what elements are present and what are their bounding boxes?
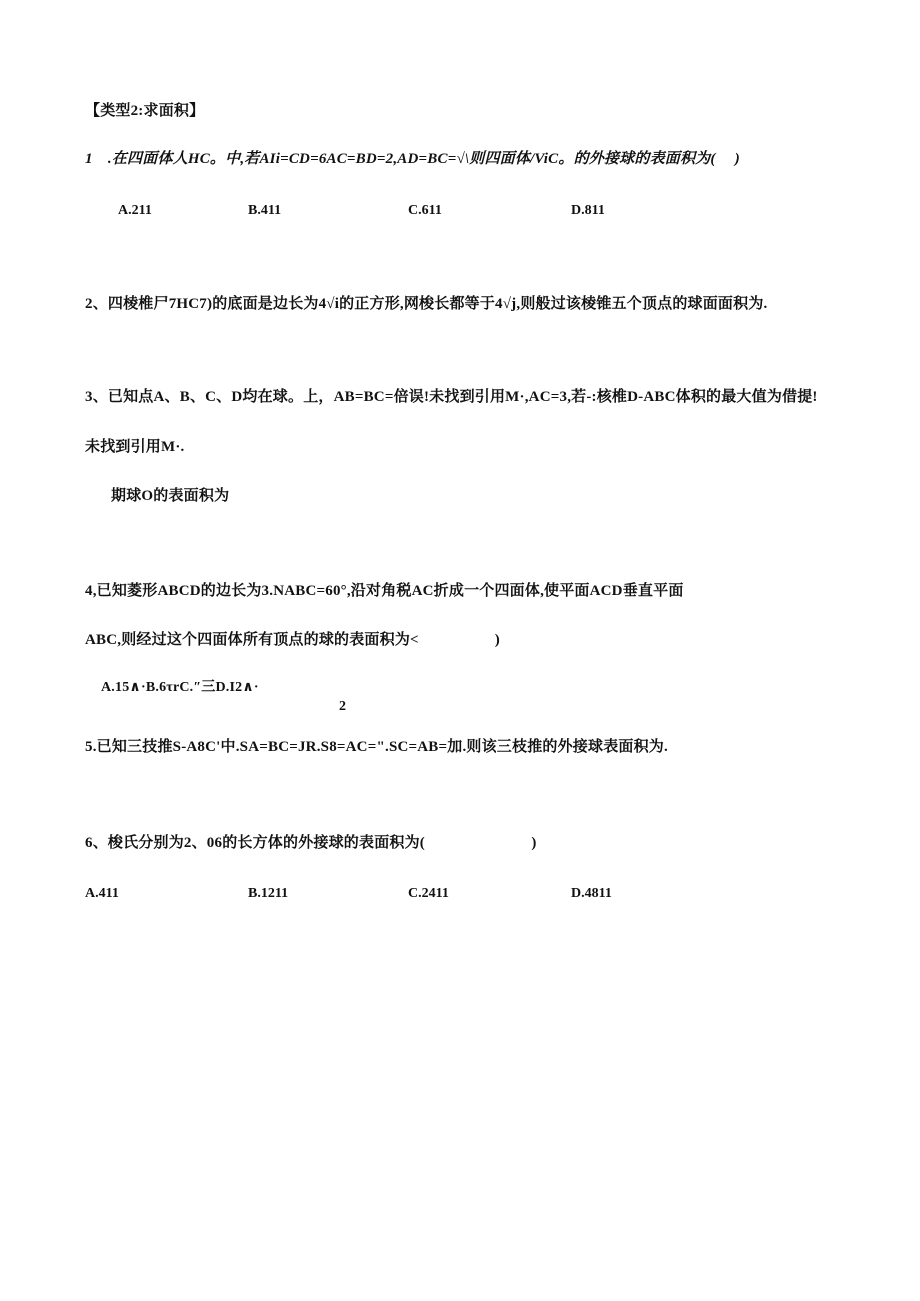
question-6-option-d: D.4811	[571, 886, 612, 901]
section-title: 【类型2:求面积】	[85, 103, 205, 119]
question-3-line-1: 3、已知点A、B、C、D均在球。上，AB=BC=倍误!未找到引用M·,AC=3,若-:核椎D-ABC体积的最大值为借提!	[85, 389, 818, 405]
question-1-text: 1 .在四面体人HC。中,若AIi=CD=6AC=BD=2,AD=BC=√\则四面体/ViC。的外接球的表面积为( )	[85, 151, 740, 167]
question-3-line-2: 未找到引用M·.	[85, 439, 185, 455]
question-4-options: A.15∧·B.6τrC.″三D.I2∧·	[101, 680, 259, 695]
question-2-text: 2、四棱椎尸7HC7)的底面是边长为4√i的正方形,网梭长都等于4√j,则般过该棱锥五个顶点的球面面积为.	[85, 296, 768, 312]
question-6-option-c: C.2411	[408, 886, 449, 901]
question-6-text: 6、梭氏分别为2、06的长方体的外接球的表面积为( )	[85, 835, 537, 851]
question-1-option-a: A.211	[118, 203, 152, 218]
question-5-text: 5.已知三技推S-A8C'中.SA=BC=JR.S8=AC=".SC=AB=加.则该三枝推的外接球表面积为.	[85, 739, 668, 755]
question-1-option-b: B.411	[248, 203, 282, 218]
question-4-line-1: 4,已知菱形ABCD的边长为3.NABC=60°,沿对角税AC折成一个四面体,使平面ACD垂直平面	[85, 583, 684, 599]
question-6-option-b: B.1211	[248, 886, 289, 901]
question-1-option-c: C.611	[408, 203, 442, 218]
question-4-options-subscript: 2	[339, 699, 346, 714]
question-6-option-a: A.411	[85, 886, 119, 901]
question-4-line-2: ABC,则经过这个四面体所有顶点的球的表面积为< )	[85, 632, 500, 648]
question-3-line-3: 期球O的表面积为	[111, 488, 230, 504]
question-1-option-d: D.811	[571, 203, 605, 218]
